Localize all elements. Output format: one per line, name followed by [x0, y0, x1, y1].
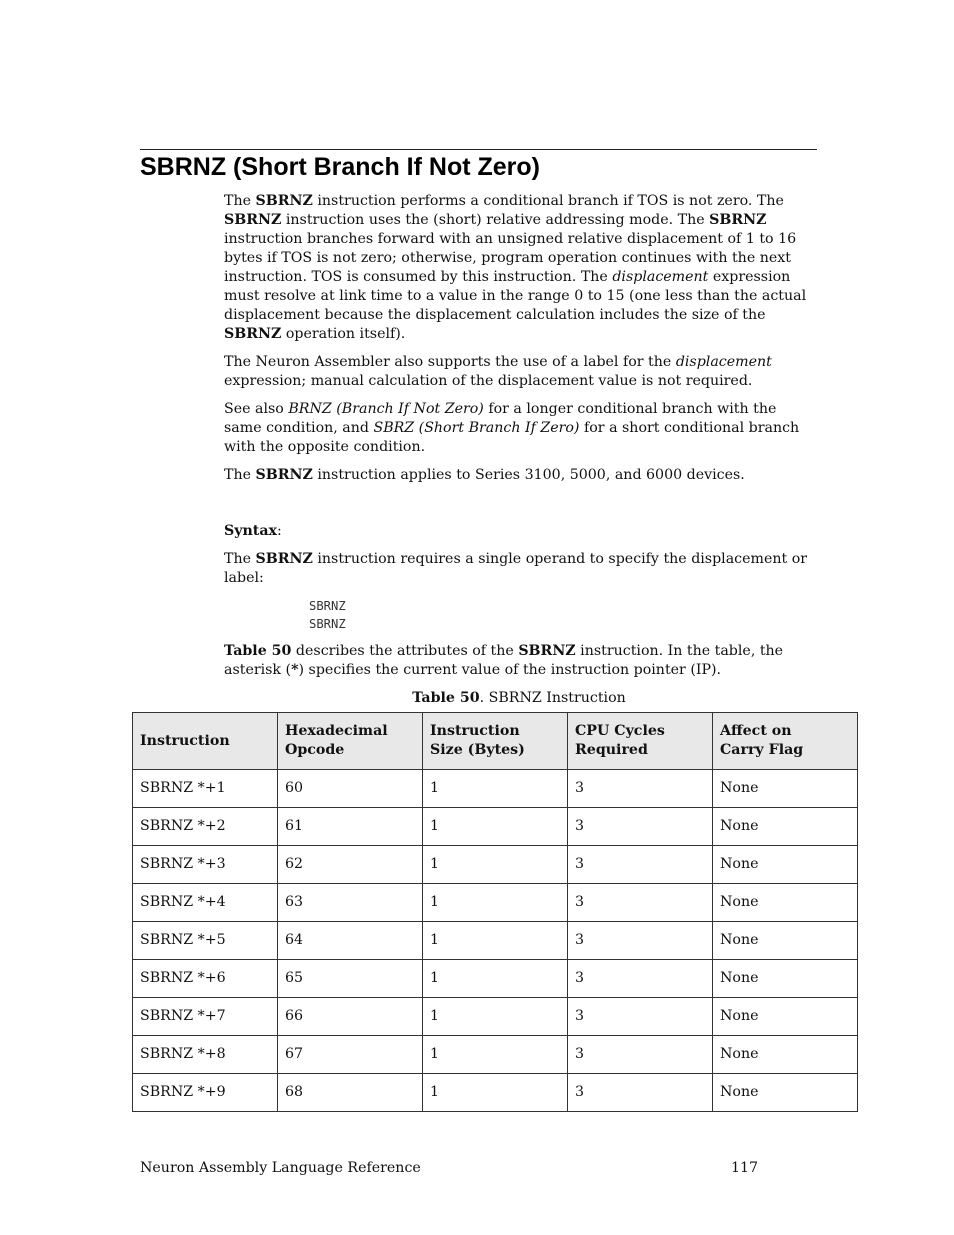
- cell-instruction: SBRNZ *+9: [133, 1074, 278, 1112]
- instruction-table: [132, 712, 858, 1112]
- cell-opcode: 65: [278, 960, 423, 998]
- table-row: [133, 846, 858, 884]
- cell-cycles: 3: [568, 922, 713, 960]
- cell-opcode: 62: [278, 846, 423, 884]
- table-row: [133, 922, 858, 960]
- cell-instruction: SBRNZ *+3: [133, 846, 278, 884]
- cell-carry: None: [713, 808, 858, 846]
- cell-instruction: SBRNZ *+2: [133, 808, 278, 846]
- paragraph-devices: The SBRNZ instruction applies to Series 3100, 5000, and 6000 devices.: [224, 467, 745, 483]
- code-line: SBRNZ: [309, 617, 346, 631]
- body-text: [224, 192, 814, 717]
- cell-cycles: 3: [568, 846, 713, 884]
- paragraph-description: The SBRNZ instruction performs a conditional branch if TOS is not zero. The SBRNZ instruction uses the (short) relative addressing mode. The SBRNZ instruction branches forward with an unsigned relative displacement of 1 to 16 bytes if TOS is not zero; otherwise, program operation continues with the next instruction. TOS is consumed by this instruction. The displacement expression must resolve at link time to a value in the range 0 to 15 (one less than the actual displacement because the displacement calculation includes the size of the SBRNZ operation itself).: [224, 193, 807, 342]
- table-row: [133, 1036, 858, 1074]
- cell-carry: None: [713, 884, 858, 922]
- cell-size: 1: [423, 846, 568, 884]
- footer-document-title: Neuron Assembly Language Reference: [140, 1160, 421, 1176]
- cell-cycles: 3: [568, 808, 713, 846]
- cell-size: 1: [423, 770, 568, 808]
- header-size: Instruction Size (Bytes): [423, 713, 568, 770]
- cell-instruction: SBRNZ *+1: [133, 770, 278, 808]
- table-row: [133, 770, 858, 808]
- link-sbrz: SBRZ (Short Branch If Zero): [373, 420, 580, 436]
- paragraph-label-support: The Neuron Assembler also supports the use of a label for the displacement expression; manual calculation of the displacement value is not required.: [224, 354, 772, 389]
- cell-size: 1: [423, 1074, 568, 1112]
- header-opcode: Hexadecimal Opcode: [278, 713, 423, 770]
- cell-carry: None: [713, 846, 858, 884]
- cell-instruction: SBRNZ *+7: [133, 998, 278, 1036]
- cell-carry: None: [713, 1036, 858, 1074]
- syntax-heading: Syntax:: [224, 523, 282, 539]
- cell-size: 1: [423, 960, 568, 998]
- code-block: [309, 597, 814, 633]
- footer-page-number: 117: [731, 1160, 759, 1176]
- header-carry: Affect on Carry Flag: [713, 713, 858, 770]
- cell-carry: None: [713, 770, 858, 808]
- cell-size: 1: [423, 998, 568, 1036]
- cell-cycles: 3: [568, 998, 713, 1036]
- table-row: [133, 884, 858, 922]
- paragraph-syntax: The SBRNZ instruction requires a single operand to specify the displacement or label:: [224, 551, 808, 586]
- link-brnz: BRNZ (Branch If Not Zero): [288, 401, 484, 417]
- cell-instruction: SBRNZ *+8: [133, 1036, 278, 1074]
- header-instruction: Instruction: [133, 713, 278, 770]
- paragraph-table-intro: Table 50 describes the attributes of the SBRNZ instruction. In the table, the asterisk (*) specifies the current value of the instruction pointer (IP).: [224, 643, 784, 678]
- cell-opcode: 63: [278, 884, 423, 922]
- cell-cycles: 3: [568, 960, 713, 998]
- cell-carry: None: [713, 960, 858, 998]
- cell-instruction: SBRNZ *+6: [133, 960, 278, 998]
- header-cycles: CPU Cycles Required: [568, 713, 713, 770]
- cell-opcode: 66: [278, 998, 423, 1036]
- table-row: [133, 998, 858, 1036]
- cell-instruction: SBRNZ *+5: [133, 922, 278, 960]
- cell-carry: None: [713, 922, 858, 960]
- paragraph-see-also: See also BRNZ (Branch If Not Zero) for a longer conditional branch with the same condition, and SBRZ (Short Branch If Zero) for a short conditional branch with the opposite condition.: [224, 401, 800, 455]
- table-row: [133, 808, 858, 846]
- cell-carry: None: [713, 998, 858, 1036]
- cell-cycles: 3: [568, 770, 713, 808]
- page-title: SBRNZ (Short Branch If Not Zero): [140, 153, 540, 181]
- table-header-row: [133, 713, 858, 770]
- table-row: [133, 960, 858, 998]
- cell-size: 1: [423, 1036, 568, 1074]
- cell-size: 1: [423, 884, 568, 922]
- cell-opcode: 68: [278, 1074, 423, 1112]
- table-row: [133, 1074, 858, 1112]
- cell-cycles: 3: [568, 1074, 713, 1112]
- cell-opcode: 67: [278, 1036, 423, 1074]
- cell-opcode: 60: [278, 770, 423, 808]
- code-line: SBRNZ: [309, 599, 346, 613]
- cell-carry: None: [713, 1074, 858, 1112]
- table-caption: Table 50. SBRNZ Instruction: [412, 690, 626, 706]
- cell-size: 1: [423, 808, 568, 846]
- cell-instruction: SBRNZ *+4: [133, 884, 278, 922]
- cell-opcode: 64: [278, 922, 423, 960]
- cell-size: 1: [423, 922, 568, 960]
- cell-cycles: 3: [568, 884, 713, 922]
- cell-cycles: 3: [568, 1036, 713, 1074]
- cell-opcode: 61: [278, 808, 423, 846]
